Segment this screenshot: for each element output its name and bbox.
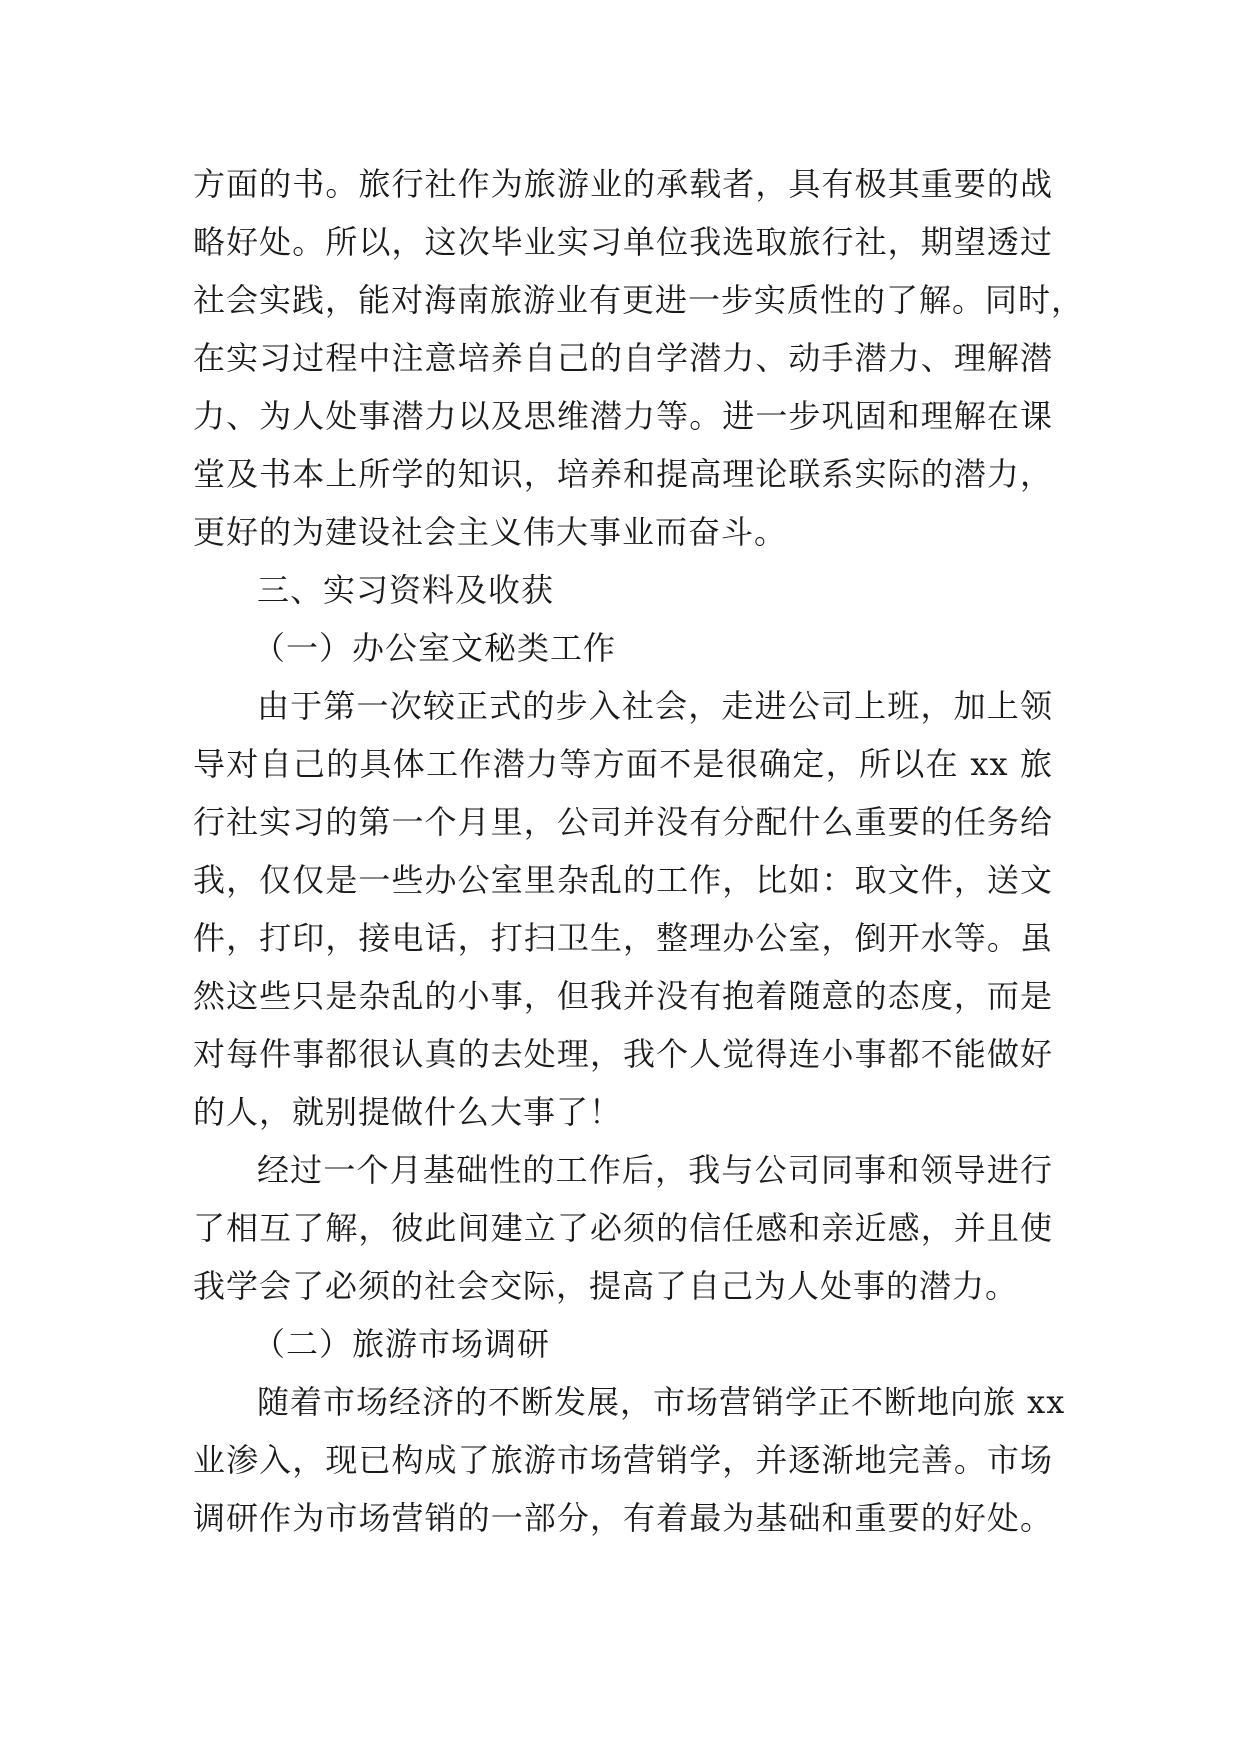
- text-line: 了相互了解，彼此间建立了必须的信任感和亲近感，并且使: [193, 1209, 1053, 1247]
- text-line: 随着市场经济的不断发展，市场营销学正不断地向旅 xx: [257, 1383, 1066, 1421]
- section-heading: 三、实习资料及收获: [257, 571, 555, 609]
- text-line: 行社实习的第一个月里，公司并没有分配什么重要的任务给: [193, 803, 1053, 841]
- subsection-heading-office-work: （一）办公室文秘类工作: [253, 629, 617, 667]
- text-line: 略好处。所以，这次毕业实习单位我选取旅行社，期望透过: [193, 223, 1053, 261]
- text-line: 由于第一次较正式的步入社会，走进公司上班，加上领: [257, 687, 1053, 725]
- text-line: 更好的为建设社会主义伟大事业而奋斗。: [193, 513, 788, 551]
- text-line: 力、为人处事潜力以及思维潜力等。进一步巩固和理解在课: [193, 397, 1053, 435]
- text-line: 经过一个月基础性的工作后，我与公司同事和领导进行: [257, 1151, 1053, 1189]
- text-line: 件，打印，接电话，打扫卫生，整理办公室，倒开水等。虽: [193, 919, 1053, 957]
- text-line: 对每件事都很认真的去处理，我个人觉得连小事都不能做好: [193, 1035, 1053, 1073]
- paragraph-office-work-1: [193, 677, 1053, 1141]
- text-line: 然这些只是杂乱的小事，但我并没有抱着随意的态度，而是: [193, 977, 1053, 1015]
- subsection-heading-market-research: （二）旅游市场调研: [253, 1325, 551, 1363]
- document-body: [193, 155, 1085, 1547]
- text-line: 我学会了必须的社会交际，提高了自己为人处事的潜力。: [193, 1267, 1019, 1305]
- text-line: 调研作为市场营销的一部分，有着最为基础和重要的好处。: [193, 1499, 1053, 1537]
- text-line: 业渗入，现已构成了旅游市场营销学，并逐渐地完善。市场: [193, 1441, 1053, 1479]
- text-line: 的人，就别提做什么大事了！: [193, 1093, 623, 1131]
- text-line: 社会实践，能对海南旅游业有更进一步实质性的了解。同时，: [193, 281, 1085, 319]
- text-line: 导对自己的具体工作潜力等方面不是很确定，所以在 xx 旅: [193, 745, 1053, 783]
- paragraph-intro-continuation: [193, 155, 1085, 561]
- paragraph-office-work-2: [193, 1141, 1053, 1315]
- text-line: 堂及书本上所学的知识，培养和提高理论联系实际的潜力，: [193, 455, 1053, 493]
- text-line: 我，仅仅是一些办公室里杂乱的工作，比如：取文件，送文: [193, 861, 1053, 899]
- text-line: 方面的书。旅行社作为旅游业的承载者，具有极其重要的战: [193, 165, 1053, 203]
- paragraph-market-research-1: [193, 1373, 1066, 1547]
- text-line: 在实习过程中注意培养自己的自学潜力、动手潜力、理解潜: [193, 339, 1053, 377]
